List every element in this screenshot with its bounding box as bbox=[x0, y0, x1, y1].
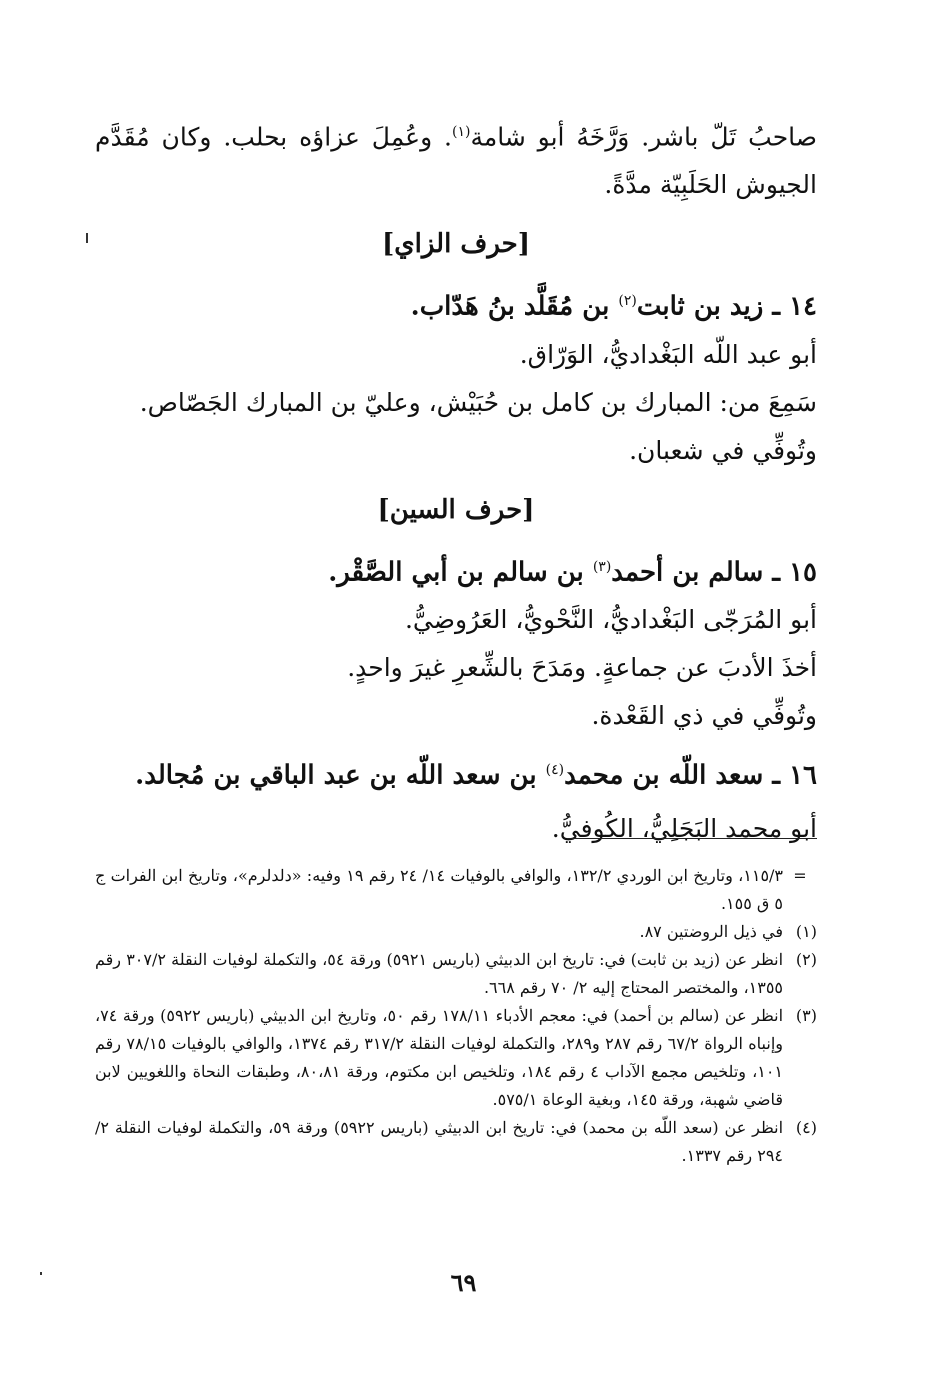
entry-15-kunya: أبو المُرَجّى البَغْداديُّ، النَّحْويُّ، العَرُوضِيُّ. bbox=[404, 604, 817, 634]
footnote-1 bbox=[95, 918, 817, 946]
intro-text: صاحبُ تَلّ باشر. وَرَّخَهُ أبو شامة bbox=[470, 122, 818, 152]
scan-speck bbox=[40, 1272, 42, 1275]
entry-14-death: وتُوفِّي في شعبان. bbox=[629, 435, 817, 465]
page-number: ٦٩ bbox=[450, 1268, 477, 1297]
footnote-3 bbox=[95, 1002, 817, 1114]
entry-16-kunya: أبو محمد البَجَلِيُّ، الكُوفيُّ. bbox=[551, 814, 817, 844]
footnote-2 bbox=[95, 946, 817, 1002]
entry-15-death: وتُوفِّي في ذي القَعْدة. bbox=[591, 700, 817, 730]
footnotes bbox=[95, 862, 817, 1170]
footnote-text: ١١٥/٣، وتاريخ ابن الوردي ١٣٢/٢، والوافي بالوفيات ١٤/ ٢٤ رقم ١٩ وفيه: «دلدلرم»، وتاريخ ابن الفرات ج ٥ ق ١٥٥. bbox=[95, 866, 784, 913]
footnote-text: انظر عن (سالم بن أحمد) في: معجم الأدباء ١٧٨/١١ رقم ٥٠، وتاريخ ابن الدبيثي (باريس ٥٩٢٢) ورقة ٧٤، وإنباه الرواة ٦٧/٢ رقم ٢٨٧ و٢٨٩، والتكملة لوفيات النقلة ٣١٧/٢ رقم ١٣٧٤، والوافي بالوفيات ٧٨/١٥ رقم ١٠١، وتلخيص مجمع الآداب ٤ رقم ١٨٤، وتلخيص ابن مكتوم، ورقة ٨٠،٨١، وطبقات النحاة واللغويين لابن قاضي شهبة، ورقة ١٤٥، وبغية الوعاة ٥٧٥/١. bbox=[95, 1006, 784, 1109]
entry-14-kunya: أبو عبد اللّه البَغْداديُّ، الوَرّاق. bbox=[519, 339, 817, 369]
footnote-marker: = bbox=[793, 866, 807, 885]
footnote-text: انظر عن (زيد بن ثابت) في: تاريخ ابن الدبيثي (باريس ٥٩٢١) ورقة ٥٤، والتكملة لوفيات النقلة ٣٠٧/٢ رقم ١٣٥٥، والمختصر المحتاج إليه ٢/ ٧٠ رقم ٦٦٨. bbox=[95, 950, 784, 997]
footnote-text: في ذيل الروضتين ٨٧. bbox=[639, 922, 783, 941]
footnote-number: (٢) bbox=[795, 950, 817, 969]
main-text bbox=[95, 108, 817, 853]
entry-16-name-cont: بن سعد اللّه بن عبد الباقي بن مُجالد. bbox=[135, 760, 546, 791]
footnote-number: (٤) bbox=[795, 1118, 817, 1137]
footnote-number: (٣) bbox=[795, 1006, 817, 1025]
entry-15-name: ١٥ ـ سالم بن أحمد bbox=[611, 556, 817, 587]
entry-14-teachers: سَمِعَ من: المبارك بن كامل بن حُبَيْش، وعليّ بن المبارك الجَصّاص. bbox=[139, 387, 817, 417]
entry-14-name: ١٤ ـ زيد بن ثابت bbox=[636, 291, 817, 322]
footnote-ref-4: (٤) bbox=[545, 761, 565, 778]
intro-line-1 bbox=[95, 108, 817, 161]
section-heading-zay: [حرف الزاي] bbox=[381, 229, 531, 260]
footnote-divider bbox=[567, 838, 817, 839]
section-heading-sin: [حرف السين] bbox=[377, 494, 535, 525]
intro-line-2: الجيوش الحَلَبِيّة مدَّةً. bbox=[604, 170, 817, 200]
footnote-4 bbox=[95, 1114, 817, 1170]
entry-15-study: أخذَ الأدبَ عن جماعةٍ. ومَدَحَ بالشِّعرِ غيرَ واحدٍ. bbox=[347, 652, 817, 682]
scan-speck bbox=[86, 233, 88, 243]
entry-15-title bbox=[95, 543, 817, 596]
footnote-ref-2: (٢) bbox=[618, 293, 637, 310]
intro-text-cont: . وعُمِلَ عزاؤه بحلب. وكان مُقَدَّم bbox=[95, 122, 452, 152]
footnote-ref-3: (٣) bbox=[592, 558, 612, 575]
entry-14-title bbox=[95, 277, 817, 330]
entry-15-name-cont: بن سالم بن أبي الصَّقْر. bbox=[328, 556, 593, 587]
footnote-number: (١) bbox=[795, 922, 817, 941]
entry-16-title bbox=[95, 746, 817, 799]
entry-14-name-cont: بن مُقَلَّد بنُ هَدّاب. bbox=[410, 291, 619, 322]
entry-16-name: ١٦ ـ سعد اللّه بن محمد bbox=[564, 760, 817, 791]
footnote-text: انظر عن (سعد اللّه بن محمد) في: تاريخ ابن الدبيثي (باريس ٥٩٢٢) ورقة ٥٩، والتكملة لوفيات النقلة ٢/ ٢٩٤ رقم ١٣٣٧. bbox=[95, 1118, 784, 1165]
footnote-continuation bbox=[95, 862, 817, 918]
footnote-ref-1: (١) bbox=[451, 124, 471, 140]
